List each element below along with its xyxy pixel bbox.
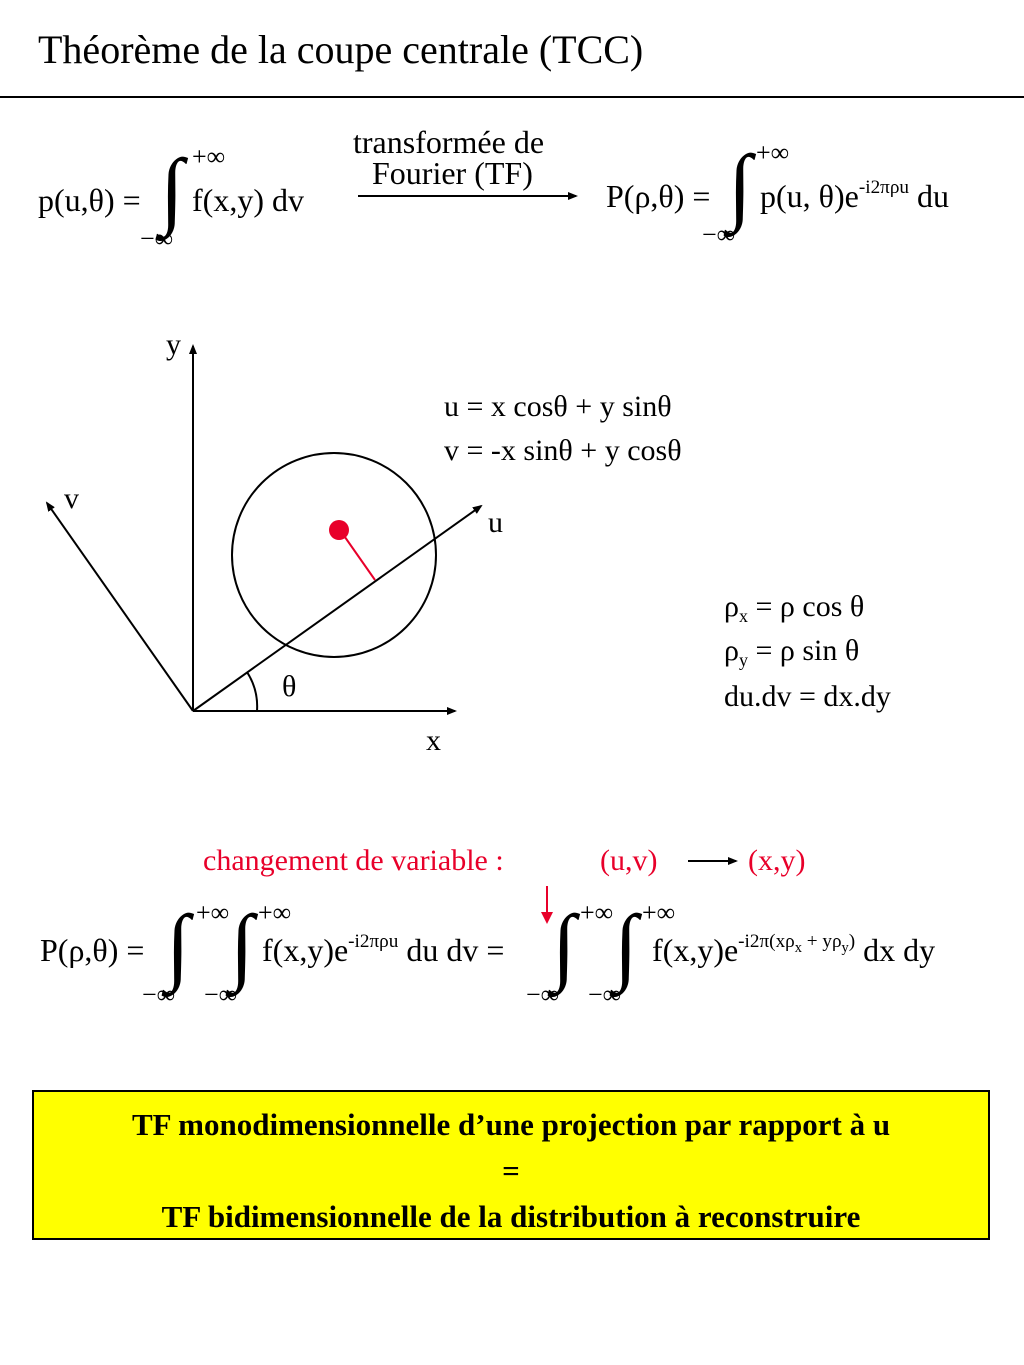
integral-upper-limit: +∞	[258, 898, 292, 927]
integral-lower-limit: −∞	[588, 980, 622, 1009]
y-axis-label: y	[166, 328, 181, 361]
source-point	[329, 520, 349, 540]
integral-upper-limit: +∞	[196, 898, 230, 927]
theta-arc	[247, 672, 257, 711]
integral-upper-limit: +∞	[192, 142, 226, 171]
integral-lower-limit: −∞	[526, 980, 560, 1009]
x-axis-label: x	[426, 724, 441, 757]
integral-lower-limit: −∞	[140, 224, 174, 253]
integral-sign: ∫	[552, 897, 576, 993]
conclusion-line-2: =	[502, 1152, 520, 1188]
integral-upper-limit: +∞	[642, 898, 676, 927]
u-definition: u = x cosθ + y sinθ	[444, 390, 672, 423]
theta-label: θ	[282, 670, 297, 703]
projection-integrand: f(x,y) dv	[192, 182, 304, 218]
v-axis	[47, 503, 193, 711]
fourier-lhs: P(ρ,θ) =	[606, 178, 711, 214]
arrow-label-line1: transformée de	[353, 124, 545, 160]
bottom-integrand-1: $f(x,y)e^{-i2\pi\rho u}$ du dv =	[262, 930, 505, 968]
integral-sign: ∫	[160, 141, 184, 237]
change-of-variable-to: (x,y)	[748, 844, 806, 877]
integral-upper-limit: +∞	[580, 898, 614, 927]
object-circle	[232, 453, 436, 657]
rho-y-relation: $\rho_y = \rho$ sin θ	[724, 634, 860, 671]
integral-lower-limit: −∞	[702, 220, 736, 249]
page-title: Théorème de la coupe centrale (TCC)	[38, 27, 644, 72]
rho-x-relation: $\rho_x = \rho$ cos θ	[724, 590, 865, 627]
arrow-label-line2: Fourier (TF)	[372, 155, 533, 191]
integral-lower-limit: −∞	[204, 980, 238, 1009]
change-of-variable-label: changement de variable :	[203, 844, 504, 877]
integral-sign: ∫	[614, 897, 638, 993]
v-definition: v = -x sinθ + y cosθ	[444, 434, 682, 467]
change-of-variable-from: (u,v)	[600, 844, 658, 877]
integral-upper-limit: +∞	[756, 138, 790, 167]
integral-sign: ∫	[230, 897, 254, 993]
bottom-integrand-2: $f(x,y)e^{-i2\pi(x\rho_x + y\rho_y)}$ dx dy	[652, 930, 936, 968]
fourier-integrand: p(u, $\theta)e^{-i2\pi\rho u}$ du	[760, 176, 950, 214]
integral-sign: ∫	[728, 137, 752, 233]
conclusion-line-1: TF monodimensionnelle d’une projection par rapport à u	[131, 1107, 891, 1142]
jacobian-relation: du.dv = dx.dy	[724, 680, 891, 713]
projection-lhs: p(u,θ) =	[38, 182, 141, 218]
bottom-lhs: P(ρ,θ) =	[40, 932, 145, 968]
integral-lower-limit: −∞	[142, 980, 176, 1009]
integral-sign: ∫	[166, 897, 190, 993]
conclusion-line-3: TF bidimensionnelle de la distribution à reconstruire	[161, 1198, 861, 1234]
v-axis-label: v	[64, 482, 79, 515]
u-axis-label: u	[488, 506, 503, 539]
conclusion-box	[32, 1090, 990, 1240]
